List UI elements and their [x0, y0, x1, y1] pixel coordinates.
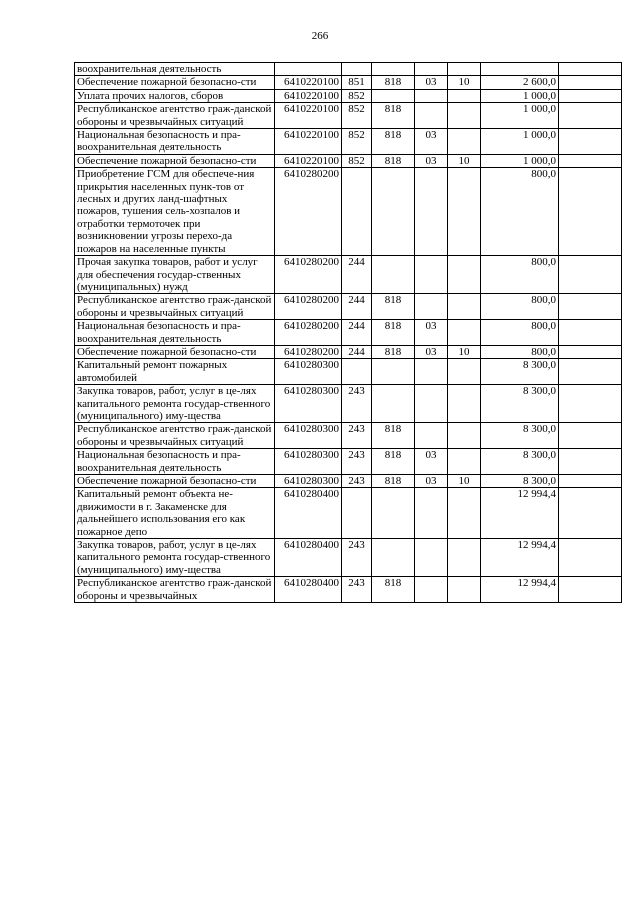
amount-cell: 2 600,0: [481, 76, 559, 89]
row-name-cell: Закупка товаров, работ, услуг в це-лях капитального ремонта государ-ственного (муниципального) иму-щества: [75, 539, 275, 577]
row-name-cell: Капитальный ремонт пожарных автомобилей: [75, 359, 275, 385]
amount-cell: 12 994,4: [481, 539, 559, 577]
target-article-cell: 6410220100: [275, 129, 342, 155]
expense-type-cell: 851: [342, 76, 372, 89]
table-row: [75, 129, 622, 155]
administrator-code-cell: [372, 539, 415, 577]
subsection-cell: 10: [448, 154, 481, 167]
expense-type-cell: [342, 359, 372, 385]
subsection-cell: [448, 89, 481, 102]
section-cell: [415, 539, 448, 577]
target-article-cell: 6410220100: [275, 154, 342, 167]
amount-cell: 12 994,4: [481, 577, 559, 603]
row-name-cell: Обеспечение пожарной безопасно-сти: [75, 154, 275, 167]
empty-cell: [559, 449, 622, 475]
section-cell: 03: [415, 320, 448, 346]
administrator-code-cell: [372, 168, 415, 256]
section-cell: 03: [415, 76, 448, 89]
administrator-code-cell: 818: [372, 345, 415, 358]
subsection-cell: 10: [448, 475, 481, 488]
table-row: [75, 256, 622, 294]
target-article-cell: 6410220100: [275, 76, 342, 89]
section-cell: 03: [415, 345, 448, 358]
empty-cell: [559, 577, 622, 603]
target-article-cell: 6410280300: [275, 475, 342, 488]
empty-cell: [559, 488, 622, 539]
amount-cell: 1 000,0: [481, 154, 559, 167]
section-cell: [415, 168, 448, 256]
table-row: [75, 168, 622, 256]
amount-cell: 1 000,0: [481, 129, 559, 155]
expense-type-cell: 244: [342, 345, 372, 358]
administrator-code-cell: [372, 63, 415, 76]
section-cell: 03: [415, 154, 448, 167]
empty-cell: [559, 294, 622, 320]
target-article-cell: 6410280300: [275, 423, 342, 449]
subsection-cell: [448, 385, 481, 423]
target-article-cell: 6410280200: [275, 345, 342, 358]
empty-cell: [559, 129, 622, 155]
empty-cell: [559, 423, 622, 449]
table-row: [75, 577, 622, 603]
expense-type-cell: 244: [342, 320, 372, 346]
row-name-cell: Уплата прочих налогов, сборов: [75, 89, 275, 102]
expense-type-cell: [342, 488, 372, 539]
row-name-cell: воохранительная деятельность: [75, 63, 275, 76]
row-name-cell: Национальная безопасность и пра-воохранительная деятельность: [75, 449, 275, 475]
empty-cell: [559, 256, 622, 294]
empty-cell: [559, 475, 622, 488]
table-row: [75, 294, 622, 320]
expense-type-cell: 243: [342, 539, 372, 577]
section-cell: 03: [415, 129, 448, 155]
section-cell: 03: [415, 475, 448, 488]
administrator-code-cell: 818: [372, 103, 415, 129]
row-name-cell: Приобретение ГСМ для обеспече-ния прикрытия населенных пунк-тов от лесных и других ланд-шафтных пожаров, тушения сель-хозпалов и отработки термоточек при возникновении угрозы перехо-да пожаров на населенные пункты: [75, 168, 275, 256]
empty-cell: [559, 345, 622, 358]
expense-type-cell: 243: [342, 423, 372, 449]
empty-cell: [559, 63, 622, 76]
subsection-cell: [448, 423, 481, 449]
amount-cell: 800,0: [481, 320, 559, 346]
amount-cell: 1 000,0: [481, 103, 559, 129]
administrator-code-cell: 818: [372, 475, 415, 488]
subsection-cell: [448, 577, 481, 603]
subsection-cell: [448, 168, 481, 256]
administrator-code-cell: [372, 256, 415, 294]
subsection-cell: [448, 488, 481, 539]
expense-type-cell: 852: [342, 89, 372, 102]
expense-type-cell: [342, 168, 372, 256]
table-row: [75, 449, 622, 475]
table-row: [75, 154, 622, 167]
administrator-code-cell: 818: [372, 294, 415, 320]
row-name-cell: Обеспечение пожарной безопасно-сти: [75, 345, 275, 358]
row-name-cell: Обеспечение пожарной безопасно-сти: [75, 475, 275, 488]
expense-type-cell: [342, 63, 372, 76]
subsection-cell: 10: [448, 76, 481, 89]
section-cell: [415, 103, 448, 129]
expense-type-cell: 244: [342, 294, 372, 320]
table-row: [75, 63, 622, 76]
target-article-cell: 6410220100: [275, 103, 342, 129]
amount-cell: 800,0: [481, 345, 559, 358]
amount-cell: 800,0: [481, 294, 559, 320]
target-article-cell: 6410280200: [275, 256, 342, 294]
table-row: [75, 385, 622, 423]
section-cell: [415, 359, 448, 385]
expense-type-cell: 243: [342, 577, 372, 603]
section-cell: [415, 256, 448, 294]
empty-cell: [559, 385, 622, 423]
target-article-cell: 6410280200: [275, 320, 342, 346]
section-cell: [415, 89, 448, 102]
row-name-cell: Республиканское агентство граж-данской обороны и чрезвычайных: [75, 577, 275, 603]
row-name-cell: Национальная безопасность и пра-воохранительная деятельность: [75, 320, 275, 346]
amount-cell: 8 300,0: [481, 359, 559, 385]
target-article-cell: 6410220100: [275, 89, 342, 102]
amount-cell: [481, 63, 559, 76]
expense-type-cell: 243: [342, 449, 372, 475]
row-name-cell: Национальная безопасность и пра-воохранительная деятельность: [75, 129, 275, 155]
row-name-cell: Прочая закупка товаров, работ и услуг для обеспечения государ-ственных (муниципальных) нужд: [75, 256, 275, 294]
section-cell: [415, 63, 448, 76]
subsection-cell: [448, 256, 481, 294]
administrator-code-cell: 818: [372, 320, 415, 346]
row-name-cell: Республиканское агентство граж-данской обороны и чрезвычайных ситуаций: [75, 103, 275, 129]
amount-cell: 8 300,0: [481, 423, 559, 449]
administrator-code-cell: 818: [372, 577, 415, 603]
subsection-cell: [448, 320, 481, 346]
table-row: [75, 320, 622, 346]
administrator-code-cell: 818: [372, 423, 415, 449]
amount-cell: 8 300,0: [481, 475, 559, 488]
empty-cell: [559, 103, 622, 129]
administrator-code-cell: [372, 89, 415, 102]
administrator-code-cell: [372, 359, 415, 385]
row-name-cell: Республиканское агентство граж-данской обороны и чрезвычайных ситуаций: [75, 294, 275, 320]
subsection-cell: [448, 63, 481, 76]
amount-cell: 8 300,0: [481, 449, 559, 475]
subsection-cell: [448, 449, 481, 475]
table-row: [75, 345, 622, 358]
section-cell: 03: [415, 449, 448, 475]
empty-cell: [559, 154, 622, 167]
section-cell: [415, 423, 448, 449]
amount-cell: 8 300,0: [481, 385, 559, 423]
target-article-cell: 6410280300: [275, 385, 342, 423]
target-article-cell: 6410280300: [275, 359, 342, 385]
expense-type-cell: 852: [342, 129, 372, 155]
target-article-cell: [275, 63, 342, 76]
amount-cell: 12 994,4: [481, 488, 559, 539]
subsection-cell: [448, 129, 481, 155]
subsection-cell: [448, 539, 481, 577]
administrator-code-cell: 818: [372, 449, 415, 475]
administrator-code-cell: [372, 488, 415, 539]
section-cell: [415, 294, 448, 320]
table-row: [75, 359, 622, 385]
subsection-cell: [448, 359, 481, 385]
subsection-cell: [448, 294, 481, 320]
section-cell: [415, 488, 448, 539]
target-article-cell: 6410280400: [275, 539, 342, 577]
administrator-code-cell: 818: [372, 76, 415, 89]
subsection-cell: 10: [448, 345, 481, 358]
section-cell: [415, 385, 448, 423]
section-cell: [415, 577, 448, 603]
expense-type-cell: 852: [342, 154, 372, 167]
empty-cell: [559, 168, 622, 256]
row-name-cell: Обеспечение пожарной безопасно-сти: [75, 76, 275, 89]
amount-cell: 800,0: [481, 168, 559, 256]
empty-cell: [559, 539, 622, 577]
row-name-cell: Закупка товаров, работ, услуг в це-лях капитального ремонта государ-ственного (муниципального) иму-щества: [75, 385, 275, 423]
target-article-cell: 6410280200: [275, 168, 342, 256]
amount-cell: 800,0: [481, 256, 559, 294]
administrator-code-cell: 818: [372, 154, 415, 167]
expense-type-cell: 243: [342, 385, 372, 423]
expense-type-cell: 243: [342, 475, 372, 488]
target-article-cell: 6410280300: [275, 449, 342, 475]
administrator-code-cell: 818: [372, 129, 415, 155]
table-row: [75, 423, 622, 449]
target-article-cell: 6410280400: [275, 488, 342, 539]
empty-cell: [559, 359, 622, 385]
table-row: [75, 475, 622, 488]
expense-type-cell: 244: [342, 256, 372, 294]
expense-type-cell: 852: [342, 103, 372, 129]
administrator-code-cell: [372, 385, 415, 423]
table-row: [75, 488, 622, 539]
row-name-cell: Республиканское агентство граж-данской обороны и чрезвычайных ситуаций: [75, 423, 275, 449]
subsection-cell: [448, 103, 481, 129]
target-article-cell: 6410280400: [275, 577, 342, 603]
table-row: [75, 89, 622, 102]
budget-table: [74, 62, 622, 603]
table-row: [75, 76, 622, 89]
empty-cell: [559, 76, 622, 89]
table-body: [75, 63, 622, 603]
target-article-cell: 6410280200: [275, 294, 342, 320]
empty-cell: [559, 89, 622, 102]
table-row: [75, 103, 622, 129]
table-row: [75, 539, 622, 577]
empty-cell: [559, 320, 622, 346]
row-name-cell: Капитальный ремонт объекта не-движимости в г. Закаменске для дальнейшего использования его как пожарное депо: [75, 488, 275, 539]
page-number: 266: [311, 30, 329, 42]
amount-cell: 1 000,0: [481, 89, 559, 102]
